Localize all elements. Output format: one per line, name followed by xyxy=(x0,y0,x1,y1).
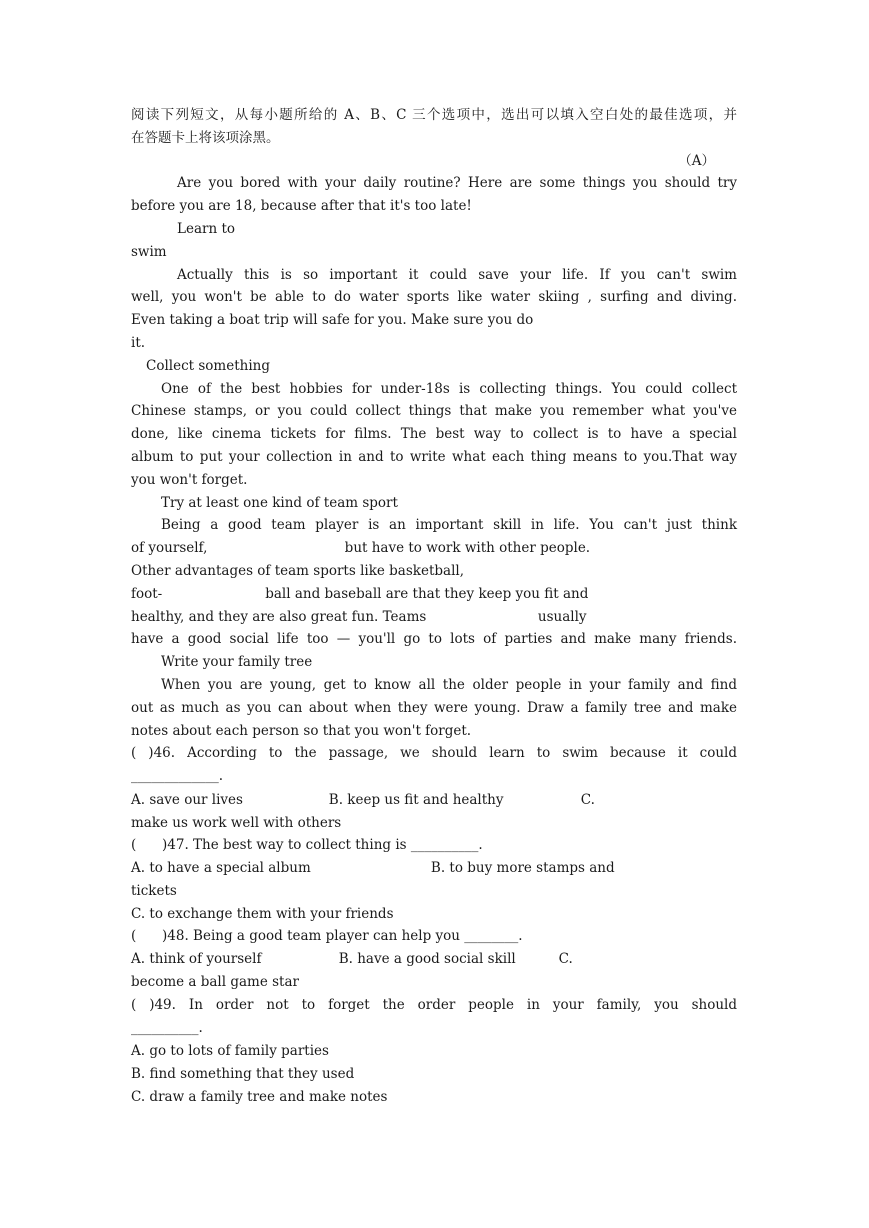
question-49-option-a: A. go to lots of family parties xyxy=(131,1043,329,1060)
family-heading: Write your family tree xyxy=(161,654,313,671)
collect-line-5: you won't forget. xyxy=(131,471,248,488)
team-line-1: Being a good team player is an important skill in life. You can't just think xyxy=(161,517,737,534)
question-49-option-c: C. draw a family tree and make notes xyxy=(131,1088,388,1105)
question-48-option-c: become a ball game star xyxy=(131,974,299,991)
family-line-2: out as much as you can about when they were young. Draw a family tree and make xyxy=(131,699,737,716)
family-line-3: notes about each person so that you won't forget. xyxy=(131,722,472,739)
document-page xyxy=(131,104,737,1109)
collect-line-1: One of the best hobbies for under-18s is collecting things. You could collect xyxy=(161,380,737,397)
instructions-line-1: 阅读下列短文，从每小题所给的 A、B、C 三个选项中，选出可以填入空白处的最佳选项，并 xyxy=(131,107,737,123)
team-line-6: have a good social life too — you'll go to lots of parties and make many friends. xyxy=(131,631,737,648)
swim-line-1: Actually this is so important it could save your life. If you can't swim xyxy=(177,266,737,283)
team-line-3: Other advantages of team sports like basketball, xyxy=(131,562,464,579)
question-46-blank: _____________. xyxy=(131,768,224,785)
question-46-option-c: make us work well with others xyxy=(131,814,342,831)
family-line-1: When you are young, get to know all the older people in your family and find xyxy=(161,676,737,693)
question-49-option-b: B. find something that they used xyxy=(131,1066,355,1083)
team-line-2: of yourself, but have to work with other people. xyxy=(131,540,591,557)
swim-line-4: it. xyxy=(131,334,146,351)
intro-line-2: before you are 18, because after that it's too late! xyxy=(131,198,472,215)
collect-line-4: album to put your collection in and to write what each thing means to you.That way xyxy=(131,448,737,465)
question-46-options: A. save our lives B. keep us fit and healthy C. xyxy=(131,791,595,808)
instructions-line-2: 在答题卡上将该项涂黑。 xyxy=(131,129,280,146)
team-heading: Try at least one kind of team sport xyxy=(161,494,398,511)
question-47-stem: ( )47. The best way to collect thing is __________. xyxy=(131,837,483,854)
swim-heading-line-2: swim xyxy=(131,243,167,260)
swim-heading-line-1: Learn to xyxy=(177,220,235,237)
collect-heading: Collect something xyxy=(146,357,270,374)
intro-line-1: Are you bored with your daily routine? Here are some things you should try xyxy=(177,175,737,192)
question-46-stem: ( )46. According to the passage, we should learn to swim because it could xyxy=(131,745,737,762)
swim-line-3: Even taking a boat trip will safe for you. Make sure you do xyxy=(131,312,534,329)
question-47-options: A. to have a special album B. to buy more stamps and xyxy=(131,860,615,877)
team-line-4: foot- ball and baseball are that they keep you fit and xyxy=(131,585,589,602)
team-line-5: healthy, and they are also great fun. Teams usually xyxy=(131,608,587,625)
question-49-blank: __________. xyxy=(131,1019,203,1036)
swim-line-2: well, you won't be able to do water sports like water skiing , surfing and diving. xyxy=(131,289,737,306)
collect-line-2: Chinese stamps, or you could collect things that make you remember what you've xyxy=(131,403,737,420)
question-47-option-b-cont: tickets xyxy=(131,882,177,899)
collect-line-3: done, like cinema tickets for films. The best way to collect is to have a special xyxy=(131,426,737,443)
question-48-stem: ( )48. Being a good team player can help you ________. xyxy=(131,928,523,945)
section-label: （A） xyxy=(678,152,715,169)
question-47-option-c: C. to exchange them with your friends xyxy=(131,905,394,922)
question-49-stem: ( )49. In order not to forget the order people in your family, you should xyxy=(131,996,737,1013)
question-48-options: A. think of yourself B. have a good social skill C. xyxy=(131,951,573,968)
